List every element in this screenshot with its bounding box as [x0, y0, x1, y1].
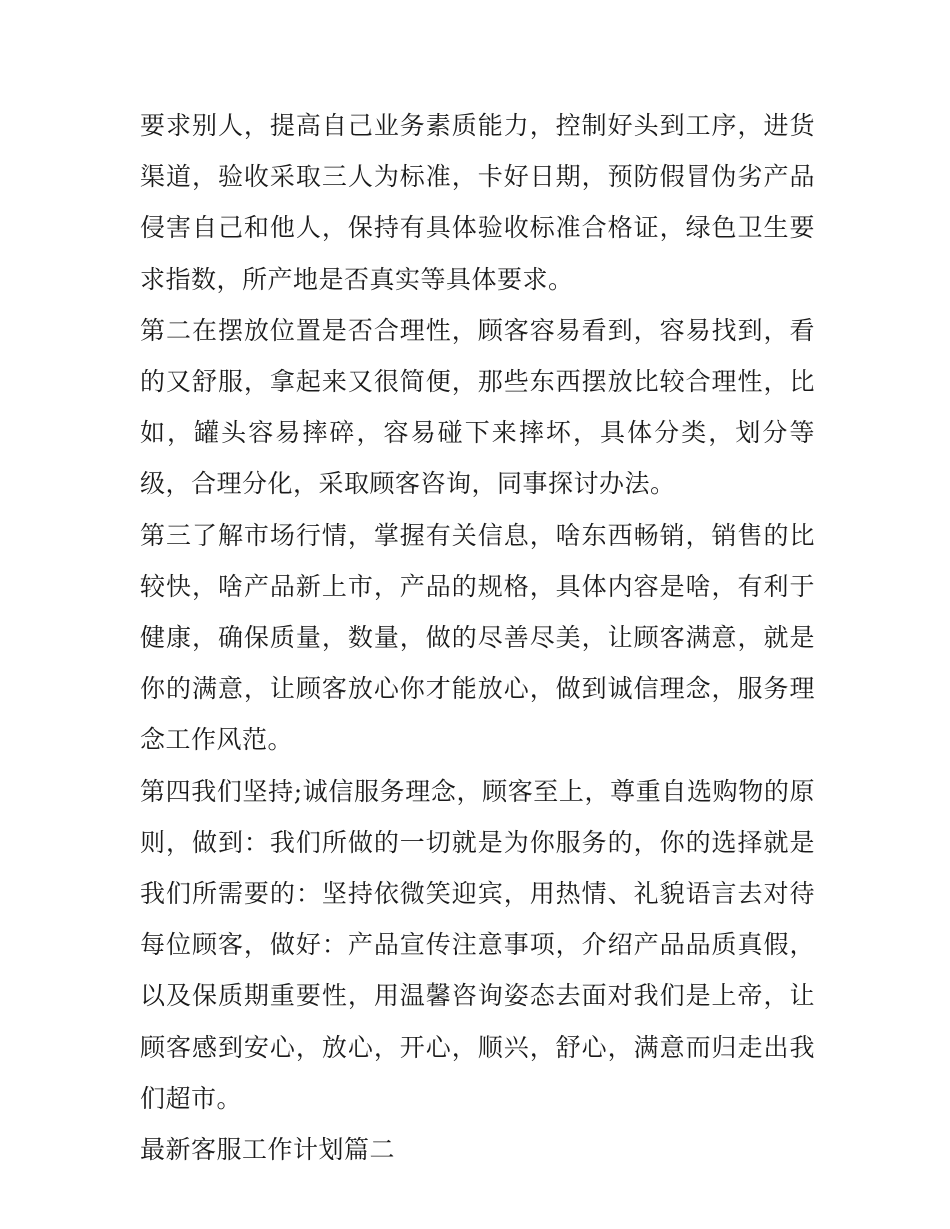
document-body [140, 100, 815, 1175]
paragraph-fourth-service: 第四我们坚持;诚信服务理念，顾客至上，尊重自选购物的原则，做到：我们所做的一切就是为你服务的，你的选择就是我们所需要的：坚持依微笑迎宾，用热情、礼貌语言去对待每位顾客，做好：产品宣传注意事项，介绍产品品质真假，以及保质期重要性，用温馨咨询姿态去面对我们是上帝，让顾客感到安心，放心，开心，顺兴，舒心，满意而归走出我们超市。 [140, 776, 815, 1113]
paragraph-third-market: 第三了解市场行情，掌握有关信息，啥东西畅销，销售的比较快，啥产品新上市，产品的规格，具体内容是啥，有利于健康，确保质量，数量，做的尽善尽美，让顾客满意，就是你的满意，让顾客放心你才能放心，做到诚信理念，服务理念工作风范。 [140, 520, 815, 755]
section-heading: 最新客服工作计划篇二 [140, 1135, 396, 1165]
paragraph-requirements: 要求别人，提高自己业务素质能力，控制好头到工序，进货渠道，验收采取三人为标准，卡好日期，预防假冒伪劣产品侵害自己和他人，保持有具体验收标准合格证，绿色卫生要求指数，所产地是否真实等具体要求。 [140, 111, 815, 294]
paragraph-second-placement: 第二在摆放位置是否合理性，顾客容易看到，容易找到，看的又舒服，拿起来又很简便，那些东西摆放比较合理性，比如，罐头容易摔碎，容易碰下来摔坏，具体分类，划分等级，合理分化，采取顾客咨询，同事探讨办法。 [140, 315, 815, 499]
